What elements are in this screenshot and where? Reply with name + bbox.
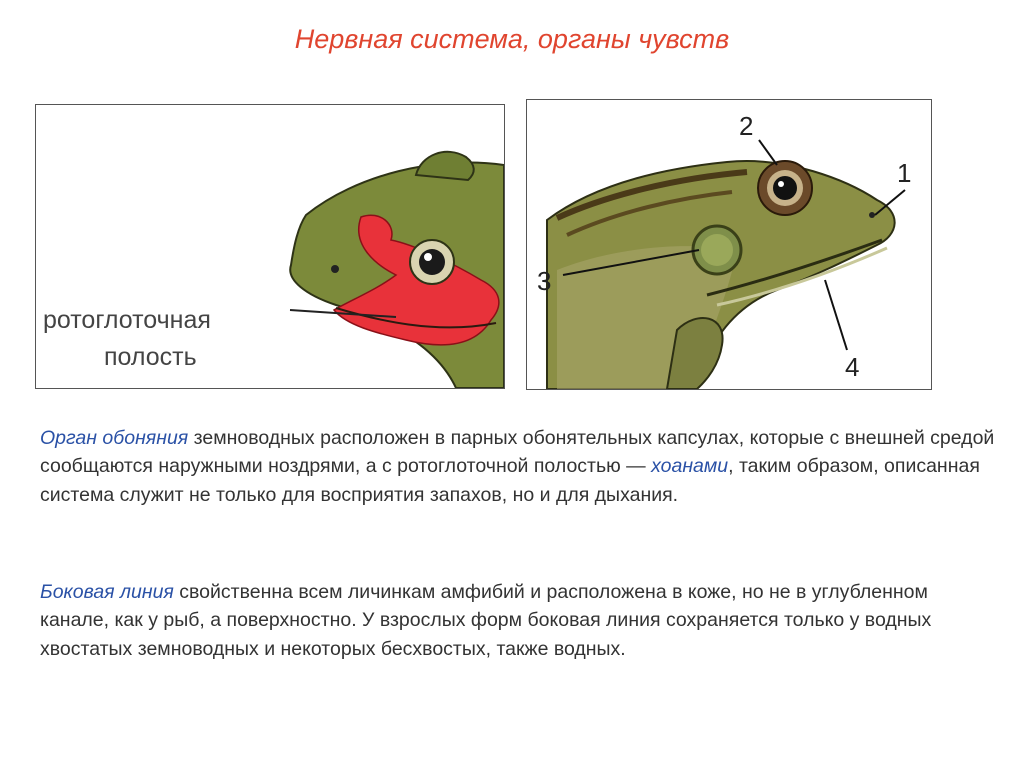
olfaction-text-part2: , таким образом, описанная система служит не только для восприятия запахов, но и для дыхания. [40,455,980,506]
lateral-line-term: Боковая линия [40,581,174,603]
olfaction-text-part1: земноводных расположен в парных обонятельных капсулах, которые с внешней средой сообщаются наружными ноздрями, а с ротоглоточной полостью — [40,427,995,478]
label-3: 3 [537,266,552,296]
olfaction-paragraph [40,424,995,509]
frog-sense-organs-illustration [527,100,931,389]
lateral-line-paragraph [40,578,995,663]
lateral-line-text: свойственна всем личинкам амфибий и расположена в коже, но не в углубленном канале, как у рыб, а поверхностно. У взрослых форм боковая линия сохраняется только у водных хвостатых земноводных и некоторых бесхвостых, также водных. [40,581,932,660]
oropharynx-label-line2: полость [104,343,197,371]
olfaction-term: Орган обоняния [40,427,189,449]
label-1: 1 [897,158,912,188]
label-4: 4 [845,352,860,382]
choanae-term: хоанами [651,455,729,478]
label-2: 2 [739,111,754,141]
frog-oropharynx-figure [35,104,505,389]
page-title: Нервная система, органы чувств [294,24,730,54]
frog-sense-organs-figure [526,99,932,390]
oropharynx-label-line1: ротоглоточная [43,306,211,334]
frog-head-illustration [36,105,504,388]
